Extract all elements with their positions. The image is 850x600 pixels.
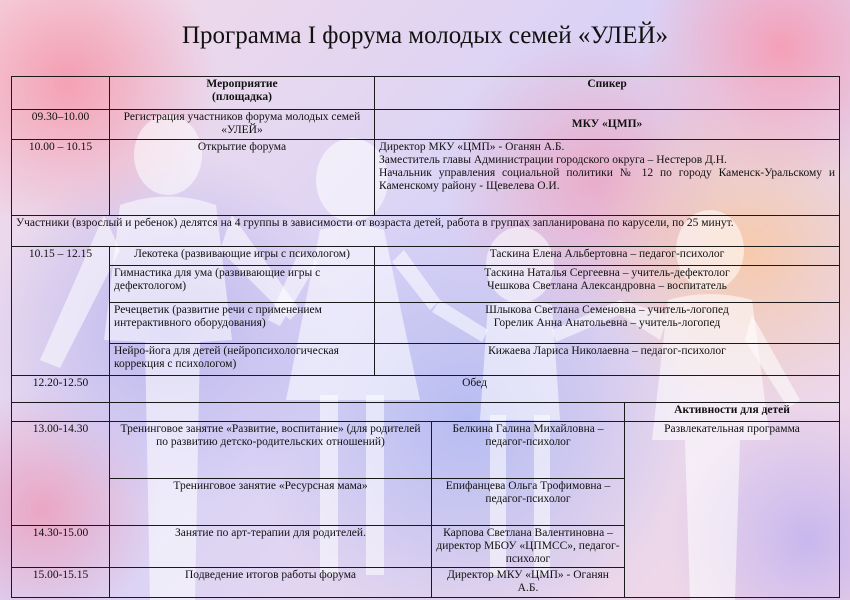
event-cell: Лекотека (развивающие игры с психологом)	[110, 247, 375, 265]
speaker-cell: Епифанцева Ольга Трофимовна – педагог-психолог	[432, 478, 625, 525]
speaker-cell: Кижаева Лариса Николаевна – педагог-психолог	[375, 344, 840, 376]
event-cell: Открытие форума	[110, 140, 375, 215]
kids-activity-cell: Развлекательная программа	[625, 421, 840, 597]
speaker-cell: Таскина Елена Альбертовна – педагог-психолог	[375, 247, 840, 265]
table-row	[12, 403, 840, 421]
empty-cell	[12, 403, 110, 421]
time-cell: 10.00 – 10.15	[12, 140, 110, 215]
table-row	[12, 215, 840, 247]
speaker-line: Таскина Наталья Сергеевна – учитель-дефектолог	[484, 266, 730, 279]
event-cell: Тренинговое занятие «Развитие, воспитание» (для родителей по развитию детско-родительских отношений)	[110, 421, 432, 478]
speaker-cell: Директор МКУ «ЦМП» - Оганян А.Б.	[432, 568, 625, 598]
speaker-line: Начальник управления социальной политики № 12 по городу Каменск-Уральскому и Каменскому району - Щевелева О.И.	[379, 167, 836, 193]
header-speaker-cell: Спикер	[375, 77, 840, 110]
speaker-cell	[375, 303, 840, 344]
event-cell: Тренинговое занятие «Ресурсная мама»	[110, 478, 432, 525]
event-cell: Гимнастика для ума (развивающие игры с дефектологом)	[110, 265, 375, 303]
speaker-cell: Белкина Галина Михайловна – педагог-психолог	[432, 421, 625, 478]
event-cell: Нейро-йога для детей (нейропсихологическая коррекция с психологом)	[110, 344, 375, 376]
event-cell: Занятие по арт-терапии для родителей.	[110, 525, 432, 568]
event-cell: Речецветик (развитие речи с применением интерактивного оборудования)	[110, 303, 375, 344]
speaker-line: Шлыкова Светлана Семеновна – учитель-логопед	[485, 304, 729, 317]
header-kids-cell: Активности для детей	[625, 403, 840, 421]
header-event-label: Мероприятие	[206, 78, 278, 90]
table-row	[12, 344, 840, 376]
speaker-line: Заместитель главы Администрации городского округа – Нестеров Д.Н.	[379, 154, 727, 167]
header-time-cell	[12, 77, 110, 110]
lunch-cell: Обед	[110, 375, 840, 403]
program-table	[11, 76, 840, 598]
groups-note-cell: Участники (взрослый и ребенок) делятся на 4 группы в зависимости от возраста детей, работа в группах запланирована по карусели, по 25 минут.	[12, 215, 840, 247]
speaker-cell	[375, 140, 840, 215]
speaker-cell: Карпова Светлана Валентиновна – директор МБОУ «ЦПМСС», педагог-психолог	[432, 525, 625, 568]
table-row	[12, 303, 840, 344]
time-cell: 14.30-15.00	[12, 525, 110, 568]
header-venue-label: (площадка)	[212, 91, 272, 103]
table-row	[12, 140, 840, 215]
table-row	[12, 421, 840, 478]
speaker-line: Чешкова Светлана Александровна – воспитатель	[487, 279, 727, 292]
speaker-line: Директор МКУ «ЦМП» - Оганян А.Б.	[379, 141, 565, 154]
speaker-line: Горелик Анна Анатольевна – учитель-логопед	[493, 317, 721, 330]
time-cell: 10.15 – 12.15	[12, 247, 110, 375]
table-row	[12, 375, 840, 403]
time-cell: 13.00-14.30	[12, 421, 110, 525]
page-title: Программа I форума молодых семей «УЛЕЙ»	[181, 22, 669, 49]
time-cell: 15.00-15.15	[12, 568, 110, 598]
event-cell: Подведение итогов работы форума	[110, 568, 432, 598]
speaker-cell	[375, 265, 840, 303]
table-row	[12, 247, 840, 265]
table-row	[12, 265, 840, 303]
time-cell: 09.30–10.00	[12, 109, 110, 140]
table-row	[12, 109, 840, 140]
speaker-cell: МКУ «ЦМП»	[375, 109, 840, 140]
time-cell: 12.20-12.50	[12, 375, 110, 403]
empty-cell	[110, 403, 625, 421]
event-cell: Регистрация участников форума молодых семей «УЛЕЙ»	[110, 109, 375, 140]
table-header-row	[12, 77, 840, 110]
header-event-cell	[110, 77, 375, 110]
